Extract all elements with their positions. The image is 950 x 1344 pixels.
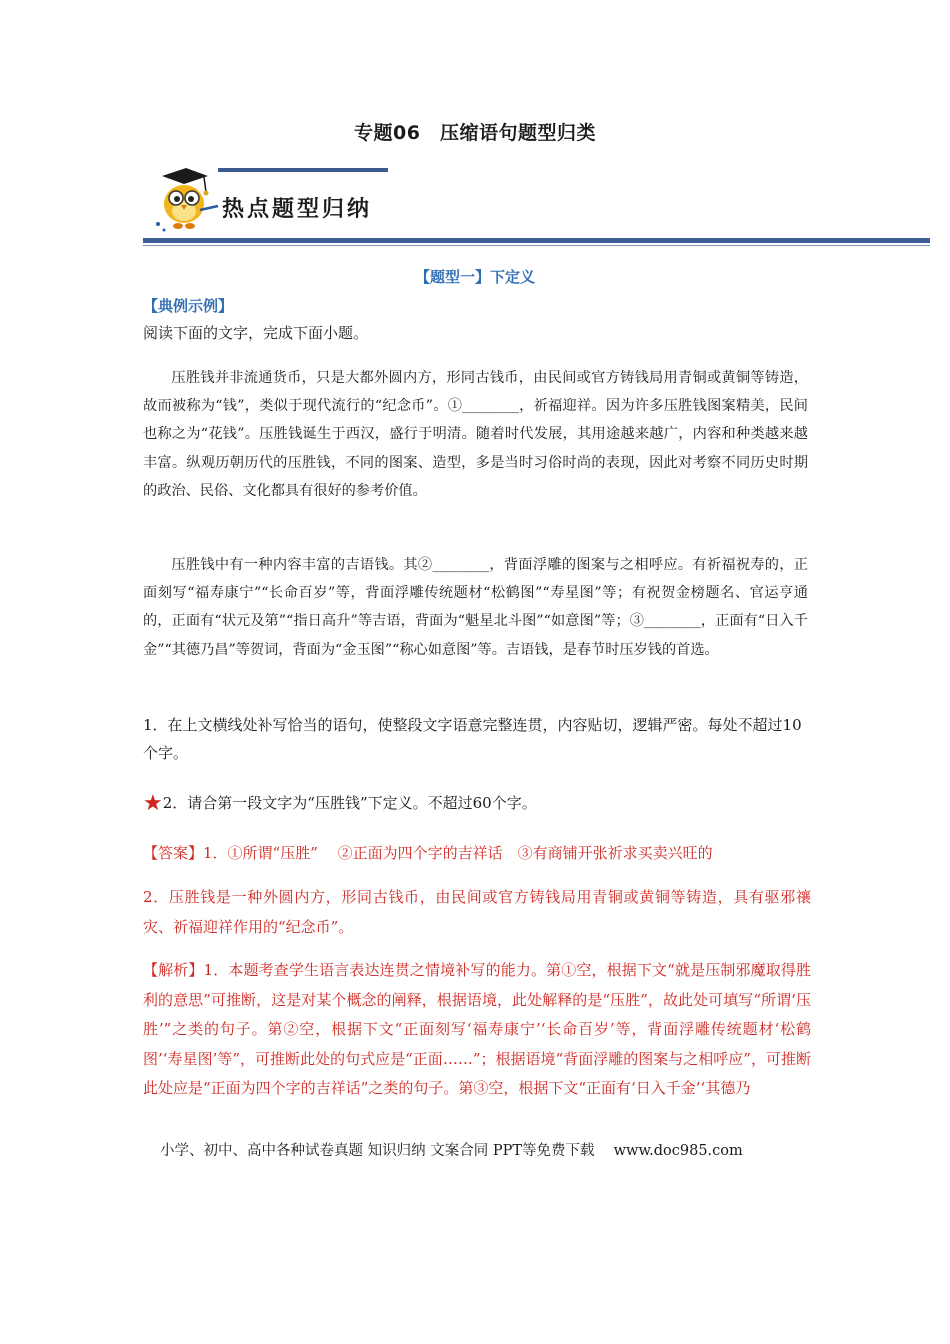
section-title: 【题型一】下定义 (414, 268, 535, 286)
footer-text: 小学、初中、高中各种试卷真题 知识归纳 文案合同 PPT等免费下载 www.doc985.com (160, 1143, 743, 1159)
passage-paragraph-1: 压胜钱并非流通货币，只是大都外圆内方，形同古钱币，由民间或官方铸钱局用青铜或黄铜等铸造，故而被称为“钱”，类似于现代流行的“纪念币”。①________，祈福迎祥。因为许多压胜钱图案精美，民间也称之为“花钱”。压胜钱诞生于西汉，盛行于明清。随着时代发展，其用途越来越广，内容和种类越来越丰富。纵观历朝历代的压胜钱，不同的图案、造型，多是当时习俗时尚的表现，因此对考察不同历史时期的政治、民俗、文化都具有很好的参考价值。 (143, 370, 808, 499)
example-label: 【典例示例】 (143, 297, 234, 315)
reading-intro: 阅读下面的文字，完成下面小题。 (143, 324, 369, 342)
reading-passage-2 (143, 551, 808, 664)
answer-1: 1．①所谓“压胜” ②正面为四个字的吉祥话 ③有商铺开张祈求买卖兴旺的 (203, 844, 713, 862)
analysis-label: 【解析】 (143, 961, 204, 979)
question-1: 1．在上文横线处补写恰当的语句，使整段文字语意完整连贯，内容贴切，逻辑严密。每处不超过10个字。 (143, 716, 802, 762)
section-divider (143, 238, 930, 243)
banner-heading: 热点题型归纳 (222, 196, 373, 222)
passage-paragraph-2: 压胜钱中有一种内容丰富的吉语钱。其②________，背面浮雕的图案与之相呼应。有祈福祝寿的，正面刻写“福寿康宁”“长命百岁”等，背面浮雕传统题材“松鹤图”“寿星图”等；有祝贺金榜题名、官运亨通的，正面有“状元及第”“指日高升”等吉语，背面为“魁星北斗图”“如意图”等；③________，正面有“日入千金”“其德乃昌”等贺词，背面为“金玉图”“称心如意图”等。吉语钱，是春节时压岁钱的首选。 (143, 557, 808, 658)
reading-passage-1 (143, 364, 808, 505)
answer-2: 2．压胜钱是一种外圆内方，形同古钱币，由民间或官方铸钱局用青铜或黄铜等铸造，具有驱邪禳灾、祈福迎祥作用的“纪念币”。 (143, 888, 811, 936)
analysis-text: 1．本题考查学生语言表达连贯之情境补写的能力。第①空，根据下文“就是压制邪魔取得胜利的意思”可推断，这是对某个概念的阐释，根据语境，此处解释的是“压胜”，故此处可填写“所谓‘压胜’”之类的句子。第②空，根据下文“正面刻写‘福寿康宁’‘长命百岁’等，背面浮雕传统题材‘松鹤图’‘寿星图’等”，可推断此处的句式应是“正面……”；根据语境“背面浮雕的图案与之相呼应”，可推断此处应是“正面为四个字的吉祥话”之类的句子。第③空，根据下文“正面有‘日入千金’‘其德乃 (143, 961, 811, 1097)
answer-label: 【答案】 (143, 844, 204, 862)
section-divider-thin (143, 245, 930, 246)
analysis-block (143, 956, 811, 1104)
question-2-text: 2．请合第一段文字为“压胜钱”下定义。不超过60个字。 (162, 794, 537, 812)
page-title: 专题06 压缩语句题型归类 (354, 122, 596, 144)
banner-accent-line (218, 168, 388, 172)
answer-block-1 (143, 839, 811, 869)
star-icon: ★ (143, 791, 163, 816)
question-2 (143, 789, 808, 818)
owl-mascot-icon (150, 166, 220, 238)
